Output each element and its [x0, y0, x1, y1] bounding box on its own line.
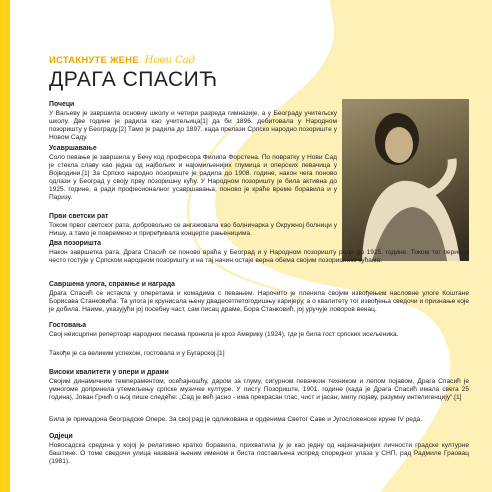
section-text: Драга Спасић се истакла у оперетама и комадима с певањем. Нарочито је пленила својим извођењем насловне улоге Коштане Борисава Станковића. Та улога је крунисала њену двадесетпетогодишњу каријеру, а о квалитету тог извођења сведочи и признање које је добила. Наиме, указујући јој посебну част, сам писац драме, Бора Станковић, јој уручује ловоров венац.: [49, 290, 469, 313]
section-text: Свој неисцрпни репертоар народних песама пронела је кроз Америку (1924), где је била гост српских исељеника.: [49, 331, 399, 338]
note-primadona: Била је примадона београдске Опере. За свој рад је одликована и орденима Светог Саве и Југословенске круне IV реда.: [49, 416, 423, 423]
section-visoki-kvaliteti: [49, 369, 469, 402]
section-savrshena-uloga: [49, 281, 469, 314]
section-heading: Први светски рат: [49, 213, 109, 220]
kicker-script-label: Нови Сад: [144, 55, 195, 66]
section-heading: Усавршавање: [49, 145, 97, 152]
section-dva-pozorishta: [49, 240, 469, 265]
kicker: [49, 55, 195, 66]
section-text: Након завршетка рата, Драга Спасић се поново враћа у Београд и у Народном позоришту ради до 1925. године. Током тог периода често гостује у Српском народном позоришту и на тај начин остаје верна обема својим позоришним кућама.: [49, 249, 469, 264]
section-gostovanja: [49, 322, 469, 339]
section-heading: Савршена улога, спрамње и награда: [49, 281, 175, 288]
section-prvi-svetski-rat: [49, 213, 337, 238]
article-page: [49, 0, 469, 492]
section-text: Новосадска средина у којој је релативно кратко боравила, прихватила ју је као једну од најзначајнијих личности градске културне баштине. О томе сведочи улица названа њеним именом и биста постављена испред споредног улаза у СНП, рад Радмиле Граовац (1981).: [49, 442, 469, 465]
section-text: Својим динамичним темпераментом, осећајношћу, даром за глуму, сигурном певачком техником и лепом појавом, Драга Спасић је умногоме допринела утемељењу српске музичке културе. У листу Позориште, 1901. године (када је Драга Спасић имала свега 25 година), Јован Грчић о њој пише следеће: „Сад је већ јасно - има прекрасан глас, чист и јасан, милу појаву, разумну интелигенцију“.[1]: [49, 378, 469, 401]
section-heading: Два позоришта: [49, 240, 101, 247]
kicker-label: ИСТАКНУТЕ ЖЕНЕ: [49, 55, 139, 66]
section-heading: Одјеци: [49, 433, 73, 440]
section-odjeci: [49, 433, 469, 466]
section-text: Соло певање је завршила у Бечу код професора Филипа Форстена. По повратку у Нови Сад је стекла славу као једна од најбољих и најомиљенијих глумица и оперских певачица у Војводини.[1] За Српско народно позориште је радила до 1908. године, након чега поново одлази у Београд у своју прву позоришну кућу. У Народном позоришту је била активна до 1925. године, а ради професионалног усавршавања, поново је краће време боравила и у Паризу.: [49, 154, 337, 201]
section-heading: Гостовања: [49, 322, 87, 329]
section-usavrshavanje: [49, 145, 337, 202]
section-heading: Почеци: [49, 101, 75, 108]
note-bugarska: Такође је са великим успехом, гостовала и у Бугарској.[1]: [49, 350, 225, 357]
portrait-photo: [342, 99, 469, 261]
portrait-illustration: [342, 99, 469, 261]
section-text: Током првог светског рата, добровољно се ангажовала као болничарка у Окружној болници у Нишу, а тамо је повремено и приређивала концерте рањеницима.: [49, 222, 337, 237]
section-pochetsi: [49, 101, 337, 142]
section-text: У Ваљеву је завршила основну школу и четири разреда гимназије, а у Београду учитељску школу. Две године је радила као учитељица[1] да би 1896. дебитовала у Народном позоришту у Београду.[2] Тамо је радила до 1897. када прелази Српско народно позориште у Новом Саду.: [49, 110, 337, 141]
section-heading: Високи квалитети у опери и драми: [49, 369, 169, 376]
page-title: ДРАГА СПАСИЋ: [49, 68, 218, 91]
